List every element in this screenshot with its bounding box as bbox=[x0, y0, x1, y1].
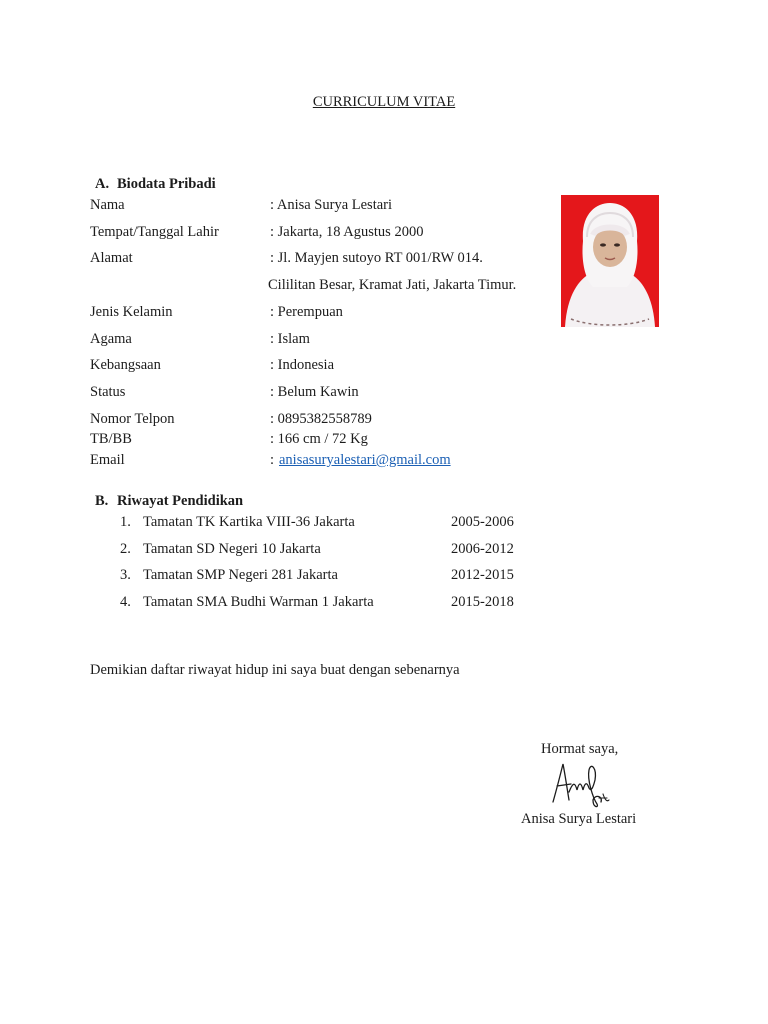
email-link[interactable]: anisasuryalestari@gmail.com bbox=[279, 452, 451, 468]
value-agama: : Islam bbox=[270, 331, 310, 347]
label-alamat: Alamat bbox=[90, 250, 133, 266]
handwritten-signature bbox=[545, 758, 615, 810]
label-status: Status bbox=[90, 384, 126, 400]
label-nama: Nama bbox=[90, 197, 125, 213]
value-kebangsaan: : Indonesia bbox=[270, 357, 335, 373]
value-alamat-line2: Cililitan Besar, Kramat Jati, Jakarta Timur. bbox=[268, 277, 517, 293]
value-ttl: : Jakarta, 18 Agustus 2000 bbox=[270, 224, 424, 240]
value-nomor-telpon: : 0895382558789 bbox=[270, 411, 372, 427]
label-ttl: Tempat/Tanggal Lahir bbox=[90, 224, 219, 240]
list-item-school: Tamatan SMA Budhi Warman 1 Jakarta bbox=[143, 594, 374, 610]
document-title: CURRICULUM VITAE bbox=[312, 94, 456, 110]
list-item-number: 3. bbox=[120, 567, 131, 583]
value-status: : Belum Kawin bbox=[270, 384, 359, 400]
list-item-years: 2006-2012 bbox=[451, 541, 514, 557]
value-tb-bb: : 166 cm / 72 Kg bbox=[270, 431, 368, 447]
value-jenis-kelamin: : Perempuan bbox=[270, 304, 343, 320]
email-colon: : bbox=[270, 452, 275, 468]
label-tb-bb: TB/BB bbox=[90, 431, 132, 447]
list-item-number: 1. bbox=[120, 514, 131, 530]
closing-statement: Demikian daftar riwayat hidup ini saya buat dengan sebenarnya bbox=[90, 662, 460, 678]
list-item-school: Tamatan SD Negeri 10 Jakarta bbox=[143, 541, 321, 557]
section-a-marker: A. bbox=[95, 176, 110, 192]
profile-photo-image bbox=[561, 195, 659, 327]
label-kebangsaan: Kebangsaan bbox=[90, 357, 161, 373]
value-alamat: : Jl. Mayjen sutoyo RT 001/RW 014. bbox=[270, 250, 483, 266]
list-item-years: 2012-2015 bbox=[451, 567, 514, 583]
list-item-years: 2015-2018 bbox=[451, 594, 514, 610]
list-item-number: 2. bbox=[120, 541, 131, 557]
label-nomor-telpon: Nomor Telpon bbox=[90, 411, 175, 427]
value-nama: : Anisa Surya Lestari bbox=[270, 197, 393, 213]
list-item-school: Tamatan SMP Negeri 281 Jakarta bbox=[143, 567, 338, 583]
salutation: Hormat saya, bbox=[541, 741, 619, 757]
label-jenis-kelamin: Jenis Kelamin bbox=[90, 304, 173, 320]
label-email: Email bbox=[90, 452, 125, 468]
section-a-heading: Biodata Pribadi bbox=[117, 176, 216, 192]
list-item-number: 4. bbox=[120, 594, 131, 610]
section-b-marker: B. bbox=[95, 493, 109, 509]
section-b-heading: Riwayat Pendidikan bbox=[117, 493, 244, 509]
list-item-school: Tamatan TK Kartika VIII-36 Jakarta bbox=[143, 514, 355, 530]
profile-photo bbox=[561, 195, 659, 327]
label-agama: Agama bbox=[90, 331, 132, 347]
list-item-years: 2005-2006 bbox=[451, 514, 514, 530]
signature-name: Anisa Surya Lestari bbox=[521, 811, 637, 827]
